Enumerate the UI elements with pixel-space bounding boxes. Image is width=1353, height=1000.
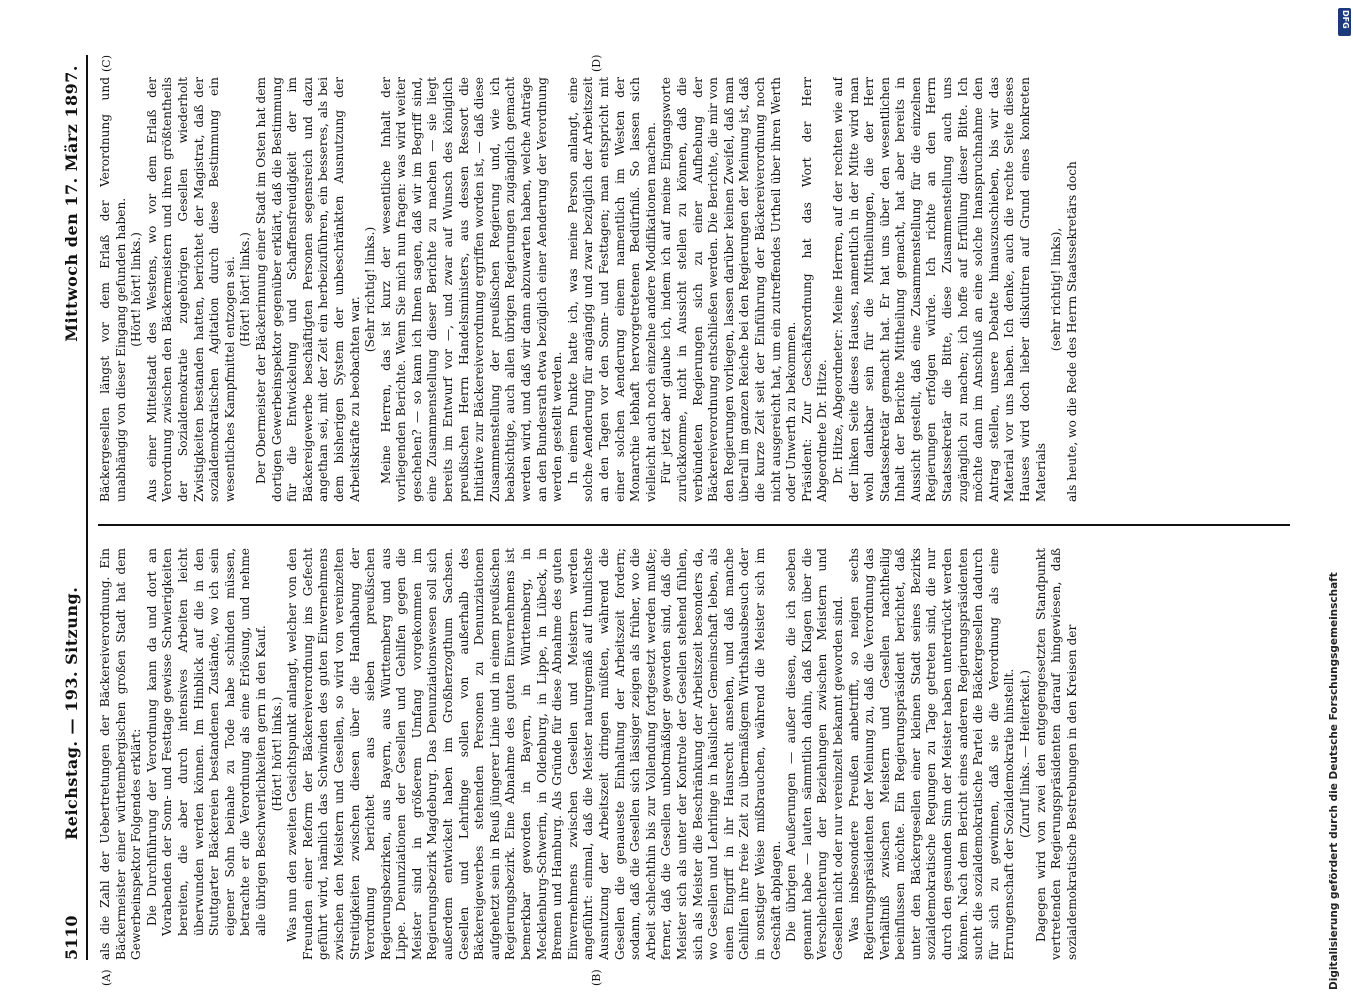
dfg-logo-text: DFG xyxy=(1341,10,1350,29)
digitization-credit xyxy=(1322,10,1352,1000)
dfg-logo xyxy=(1338,8,1351,36)
paragraph: Aus einer Mittelstadt des Westens, wo vor dem Erlaß der Verordnung zwischen den Bäckermeistern und ihren größtentheils der Sozialdemokratie zugehörigen Gesellen wiederholt Zwistigkeiten bestanden hatten, berichtet der Magistrat, daß der sozialdemokratischen Agitation durch diese Bestimmung ein wesentliches Kampfmittel entzogen sei. xyxy=(144,77,237,502)
paragraph: Präsident: Zur Geschäftsordnung hat das Wort der Herr Abgeordnete Dr. Hitze. xyxy=(799,77,830,502)
paragraph: (Sehr richtig! links.) xyxy=(363,226,378,353)
margin-marker-a: (A) xyxy=(100,969,113,986)
paragraph: (Hört! hört! links.) xyxy=(269,696,284,812)
paragraph: Die übrigen Aeußerungen — außer diesen, die ich soeben genannt habe — lauten sämmtlich dahin, daß Klagen über die Verschlechterung der Beziehungen zwischen Meistern und Gesellen nicht oder nur vereinzelt bekannt geworden sind. xyxy=(784,548,845,960)
paragraph: (Zuruf links. — Heiterkeit.) xyxy=(1018,670,1033,838)
page-number: 5110 xyxy=(62,915,81,960)
paragraph: als heute, wo die Rede des Herrn Staatssekretärs doch xyxy=(1064,161,1079,502)
column-divider xyxy=(98,524,1290,526)
paragraph: Was insbesondere Preußen anbetrifft, so neigen sechs Regierungspräsidenten der Meinung zu, daß die Verordnung das Verhältniß zwischen Meistern und Gesellen nachtheilig beeinflussen möchte. Ein Regierungspräsident berichtet, daß unter den Bäckergesellen einer kleinen Stadt seines Bezirks sozialdemokratische Regungen zu Tage getreten sind, die nur durch den gesunden Sinn der Meister haben unterdrückt werden können. Nach dem Bericht eines anderen Regierungspräsidenten sucht die sozialdemokratische Partei die Bäckergesellen dadurch für sich zu gewinnen, daß sie die Verordnung als eine Errungenschaft der Sozialdemokratie hinstellt. xyxy=(846,548,1017,960)
paragraph: Dr. Hitze, Abgeordneter: Meine Herren, auf der rechten wie auf der linken Seite dieses Hauses, namentlich in der Mitte wird man wohl dankbar sein für die Mittheilungen, die der Herr Staatssekretär gemacht hat. Er hat uns über den wesentlichen Inhalt der Berichte Mittheilung gemacht, hat aber bereits in Aussicht gestellt, daß eine Zusammenstellung für die einzelnen Regierungen erfolgen würde. Ich richte an den Herrn Staatssekretär die Bitte, diese Zusammenstellung auch uns zugänglich zu machen; ich hoffe auf Erfüllung dieser Bitte. Ich möchte dann im Anschluß an eine solche Inanspruchnahme den Antrag stellen, unsere Debatte hinauszuschieben, bis wir das Material vor uns haben. Ich denke, auch die rechte Seite dieses Hauses wird doch lieber diskutiren auf Grund eines konkreten Materials xyxy=(830,77,1048,502)
paragraph: Was nun den zweiten Gesichtspunkt anlangt, welcher von den Freunden einer Reform der Bäckereiverordnung ins Gefecht geführt wird, nämlich das Schwinden des guten Einvernehmens zwischen den Meistern und Gesellen, so wird von vereinzelten Streitigkeiten zwischen diesen über die Handhabung der Verordnung berichtet aus sieben preußischen Regierungsbezirken, aus Bayern, aus Württemberg und aus Lippe. Denunziationen der Gesellen und Gehilfen gegen die Meister sind in größerem Umfang vorgekommen im Regierungsbezirk Magdeburg. Das Denunziationswesen soll sich außerdem entwickelt haben im Großherzogthum Sachsen. Gesellen und Lehrlinge sollen von außerhalb des Bäckereigewerbes stehenden Personen zu Denunziationen aufgehetzt sein in Reuß jüngerer Linie und in einem preußischen Regierungsbezirk. Eine Abnahme des guten Einvernehmens ist bemerkbar geworden in Bayern, in Württemberg, in Mecklenburg-Schwerin, in Oldenburg, in Lippe, in Lübeck, in Bremen und Hamburg. Als Gründe für diese Abnahme des guten Einvernehmens zwischen Gesellen und Meistern werden angeführt: einmal, daß die Meister naturgemäß auf thunlichste Ausnutzung der Arbeitszeit dringen müßten, während die Gesellen die genaueste Einhaltung der Arbeitszeit fordern; sodann, daß die Gesellen sich lässiger zeigen als früher, wo die Arbeit schlechthin bis zur Vollendung fortgesetzt werden mußte; ferner, daß die Gesellen unbotmäßiger geworden sind, daß die Meister sich als unter der Kontrole der Gesellen stehend fühlen, sich als Meister die Beschränkung der Arbeitszeit besonders da, wo Gesellen und Lehrlinge in häuslicher Gemeinschaft leben, als einen Eingriff in ihr Hausrecht ansehen, und daß manche Gehilfen ihre freie Zeit zu übermäßigem Wirthshausbesuch oder in sonstiger Weise mißbrauchen, während die Meister sich im Geschäft abplagen. xyxy=(285,548,783,960)
paragraph: (Hört! hört! links.) xyxy=(129,232,144,347)
left-column xyxy=(98,548,1290,960)
paragraph: Meine Herren, das ist kurz der wesentliche Inhalt der vorliegenden Berichte. Wenn Sie mich nun fragen: was wird weiter geschehen? — so kann ich Ihnen sagen, daß wir im Begriff sind, eine Zusammenstellung dieser Berichte zu machen — sie liegt bereits im Entwurf vor —, und zwar auf Wunsch des königlich preußischen Herrn Handelsministers, aus dessen Ressort die Initiative zur Bäckereiverordnung ergriffen worden ist, — daß diese Zusammenstellung der preußischen Regierung und, wie ich beabsichtige, auch allen übrigen Regierungen zugänglich gemacht werden wird, und daß wir dann abzuwarten haben, welche Anträge an den Bundesrath etwa bezüglich einer Aenderung der Verordnung werden gestellt werden. xyxy=(378,77,565,502)
margin-marker-b: (B) xyxy=(590,969,603,986)
session-title: Reichstag. — 193. Sitzung. xyxy=(62,586,81,840)
page-header xyxy=(60,55,88,960)
margin-marker-c: (C) xyxy=(100,55,113,72)
paragraph: Dagegen wird von zwei den entgegengesetzten Standpunkt vertretenden Regierungspräsidenten darauf hingewiesen, daß sozialdemokratische Bestrebungen in den Kreisen der xyxy=(1033,548,1079,960)
paragraph: (sehr richtig! links), xyxy=(1049,227,1064,352)
paragraph: als die Zahl der Uebertretungen der Bäckereiverordnung. Ein Bäckermeister einer württembergischen großen Stadt hat dem Gewerbeinspektor Folgendes erklärt: xyxy=(98,548,144,960)
margin-marker-d: (D) xyxy=(590,54,603,72)
paragraph: Für jetzt aber glaube ich, indem ich auf meine Eingangsworte zurückkomme, nicht in Aussicht stellen zu können, daß die verbündeten Regierungen sich zu einer Aufhebung der Bäckereiverordnung entschließen werden. Die Berichte, die mir von den Regierungen vorliegen, lassen darüber keinen Zweifel, daß man überall im ganzen Reiche bei den Regierungen der Meinung ist, daß die kurze Zeit seit der Einführung der Bäckereiverordnung noch nicht ausgereicht hat, um ein zutreffendes Urtheil über ihren Werth oder Unwerth zu bekommen. xyxy=(659,77,799,502)
paragraph: Die Durchführung der Verordnung kann da und dort an Vorabenden der Sonn- und Festtage gewisse Schwierigkeiten bereiten, die aber durch intensives Arbeiten leicht überwunden werden können. Im Hinblick auf die in den Stuttgarter Bäckereien bestandenen Zustände, wo ich sein eigener Sohn beinahe zu Tode habe schinden müssen, betrachte er die Verordnung als eine Erlösung, und nehme alle übrigen Beschwerlichkeiten gern in den Kauf. xyxy=(144,548,268,936)
paragraph: (Hört! hört! links.) xyxy=(238,232,253,347)
paragraph: Der Obermeister der Bäckerinnung einer Stadt im Osten hat dem dortigen Gewerbeinspektor gegenüber erklärt, daß die Bestimmung für die Entwickelung und Schaffensfreudigkeit der im Bäckereigewerbe beschäftigten Personen segensreich und dazu angethan sei, mit der Zeit ein herbeizuführen, ein besseres, als bei dem bisherigen System der unbeschränkten Ausnutzung der Arbeitskräfte zu beobachten war. xyxy=(253,77,362,502)
rotated-page xyxy=(60,30,1310,990)
paragraph: Bäckergesellen längst vor dem Erlaß der Verordnung und unabhängig von dieser Eingang gefunden haben. xyxy=(98,77,128,502)
paragraph: In einem Punkte hatte ich, was meine Person anlangt, eine solche Aenderung für angängig und zwar bezüglich der Arbeitszeit an den Tagen vor den Sonn- und Festtagen; man entspricht mit einer solchen Aenderung einem namentlich im Westen der Monarchie lebhaft hervorgetretenen Bedürfniß. So lassen sich vielleicht auch noch einzelne andere Modifikationen machen. xyxy=(565,77,658,502)
right-column xyxy=(98,77,1290,502)
session-date: Mittwoch den 17. März 1897. xyxy=(62,65,81,342)
credit-text: Digitalisierung gefördert durch die Deutsche Forschungsgemeinschaft xyxy=(1328,572,1340,990)
